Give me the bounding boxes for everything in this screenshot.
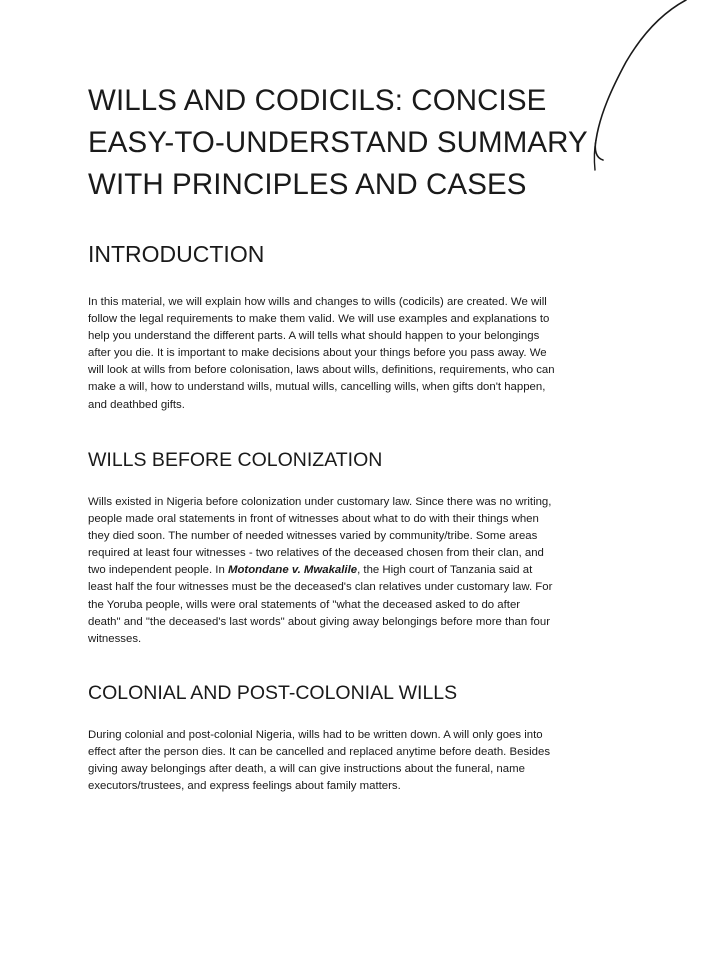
title-line: EASY-TO-UNDERSTAND SUMMARY bbox=[88, 126, 588, 159]
paragraph-line: giving away belongings after death, a will can give instructions about the funeral, name bbox=[88, 763, 525, 776]
paragraph-line: and deathbed gifts. bbox=[88, 398, 185, 411]
paragraph-line: executors/trustees, and express feelings about family matters. bbox=[88, 780, 401, 793]
paragraph-line: the Yoruba people, wills were oral statements of "what the deceased asked to do after bbox=[88, 598, 521, 611]
case-line-after: , the High court of Tanzania said at bbox=[357, 564, 533, 577]
paragraph-line: people made oral statements in front of witnesses about what to do with their things when bbox=[88, 513, 539, 526]
paragraph-line: During colonial and post-colonial Nigeria, wills had to be written down. A will only goes into bbox=[88, 729, 543, 741]
wills-before-colonization-paragraph bbox=[88, 494, 633, 648]
paragraph-line: help you understand the different parts. A will tells what should happen to your belongings bbox=[88, 330, 540, 343]
title-line: WILLS AND CODICILS: CONCISE bbox=[88, 84, 547, 117]
colonial-wills-paragraph bbox=[88, 727, 633, 795]
paragraph-line: effect after the person dies. It can be cancelled and replaced anytime before death. Besides bbox=[88, 746, 551, 759]
paragraph-line: Wills existed in Nigeria before colonization under customary law. Since there was no writing, bbox=[88, 496, 552, 508]
paragraph-line: will look at wills from before colonisation, laws about wills, definitions, requirements, who can bbox=[88, 364, 555, 377]
case-line-before: two independent people. In bbox=[88, 564, 228, 577]
section-heading-introduction: INTRODUCTION bbox=[88, 241, 265, 267]
section-heading-wills-before-colonization: WILLS BEFORE COLONIZATION bbox=[88, 449, 383, 471]
case-name: Motondane v. Mwakalile bbox=[227, 564, 358, 577]
paragraph-line: least half the four witnesses must be the deceased's clan relatives under customary law. For bbox=[88, 581, 553, 594]
document-title bbox=[88, 80, 648, 206]
paragraph-line: witnesses. bbox=[88, 632, 142, 645]
paragraph-line-with-case bbox=[88, 562, 633, 579]
paragraph-line: after you die. It is important to make decisions about your things before you pass away. We bbox=[88, 347, 547, 360]
paragraph-line: follow the legal requirements to make them valid. We will use examples and explanations to bbox=[88, 313, 550, 326]
title-line: WITH PRINCIPLES AND CASES bbox=[88, 168, 527, 201]
section-heading-colonial-and-post-colonial-wills: COLONIAL AND POST-COLONIAL WILLS bbox=[88, 682, 458, 704]
paragraph-line: make a will, how to understand wills, mutual wills, cancelling wills, when gifts don't happen, bbox=[88, 381, 546, 394]
paragraph-line: required at least four witnesses - two relatives of the deceased chosen from their clan, and bbox=[88, 547, 544, 560]
paragraph-line: they died soon. The number of needed witnesses varied by community/tribe. Some areas bbox=[88, 530, 538, 543]
paragraph-line: death" and "the deceased's last words" about giving away belongings before more than four bbox=[88, 615, 550, 628]
introduction-paragraph bbox=[88, 294, 633, 414]
paragraph-line: In this material, we will explain how wills and changes to wills (codicils) are created. We will bbox=[88, 296, 547, 308]
